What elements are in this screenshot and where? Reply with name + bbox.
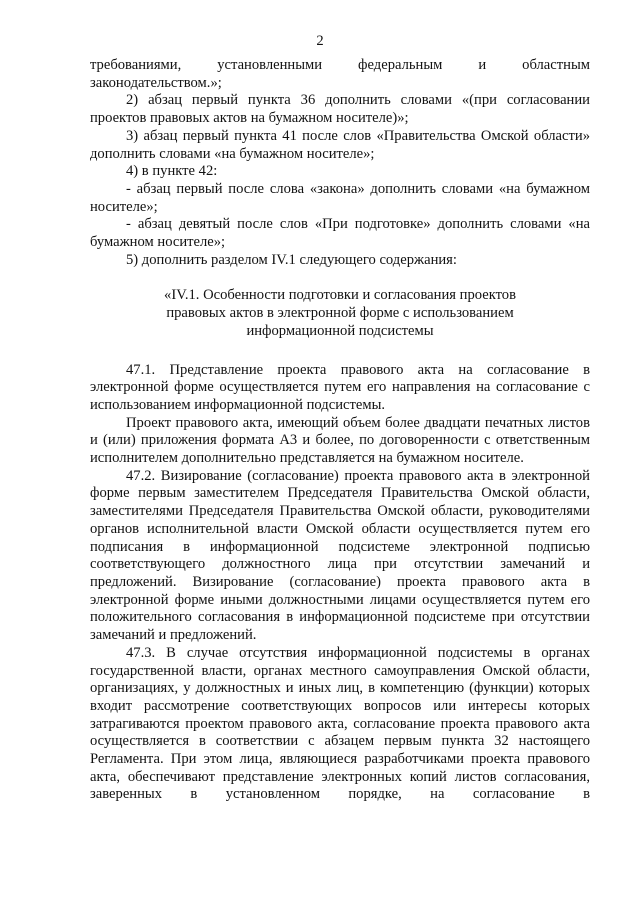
paragraph-item-4: 4) в пункте 42:: [126, 163, 218, 180]
paragraph-47-2: 47.2. Визирование (согласование) проекта правового акта в электронной форме первым заместителем Председателя Правительства Омской области, заместителями Председателя Правительства Омской области, руководителями органов исполнительной власти Омской области осуществляется путем его подписания в информационной подсистеме электронной подписью соответствующего должностного лица при отсутствии замечаний и предложений. Визирование (согласование) проекта правового акта в электронной форме иными должностными лицами осуществляется путем его положительного согласования в информационной подсистеме при отсутствии замечаний и предложений.: [90, 467, 590, 644]
paragraph-item-2: 2) абзац первый пункта 36 дополнить словами «(при согласовании проектов правовых актов на бумажном носителе)»;: [90, 92, 590, 127]
paragraph-item-3: 3) абзац первый пункта 41 после слов «Правительства Омской области» дополнить словами «на бумажном носителе»;: [90, 127, 590, 162]
paragraph-item-4-ninth: - абзац девятый после слов «При подготовке» дополнить словами «на бумажном носителе»;: [90, 216, 590, 251]
paragraph-47-1: 47.1. Представление проекта правового акта на согласование в электронной форме осуществляется путем его направления на согласование с использованием информационной подсистемы.: [90, 361, 590, 413]
paragraph-47-1-paper: Проект правового акта, имеющий объем более двадцати печатных листов и (или) приложения формата А3 и более, по договоренности с ответственным исполнителем дополнительно представляется на бумажном носителе.: [90, 414, 590, 467]
paragraph-item-4-first: - абзац первый после слова «закона» дополнить словами «на бумажном носителе»;: [90, 180, 590, 215]
section-heading: [90, 287, 590, 340]
paragraph-47-3: 47.3. В случае отсутствия информационной подсистемы в органах государственной власти, органах местного самоуправления Омской области, организациях, у должностных и иных лиц, в компетенцию (функции) которых входит рассмотрение соответствующих вопросов или интересы которых затрагиваются проектом правового акта, согласование проекта правового акта осуществляется в соответствии с абзацем первым пункта 32 настоящего Регламента. При этом лица, являющиеся разработчиками проекта правового акта, обеспечивают представление электронных копий листов согласования, заверенных в установленном порядке, на согласование в: [90, 644, 590, 803]
document-body: [90, 57, 590, 804]
paragraph-item-5: 5) дополнить разделом IV.1 следующего содержания:: [126, 251, 457, 268]
section-heading-line-1: «IV.1. Особенности подготовки и согласования проектов: [164, 287, 516, 304]
section-heading-line-2: правовых актов в электронной форме с использованием: [166, 305, 514, 322]
page-number: 2: [316, 33, 324, 49]
paragraph-continuation: требованиями, установленными федеральным и областным законодательством.»;: [90, 57, 590, 91]
section-heading-line-3: информационной подсистемы: [246, 322, 434, 339]
